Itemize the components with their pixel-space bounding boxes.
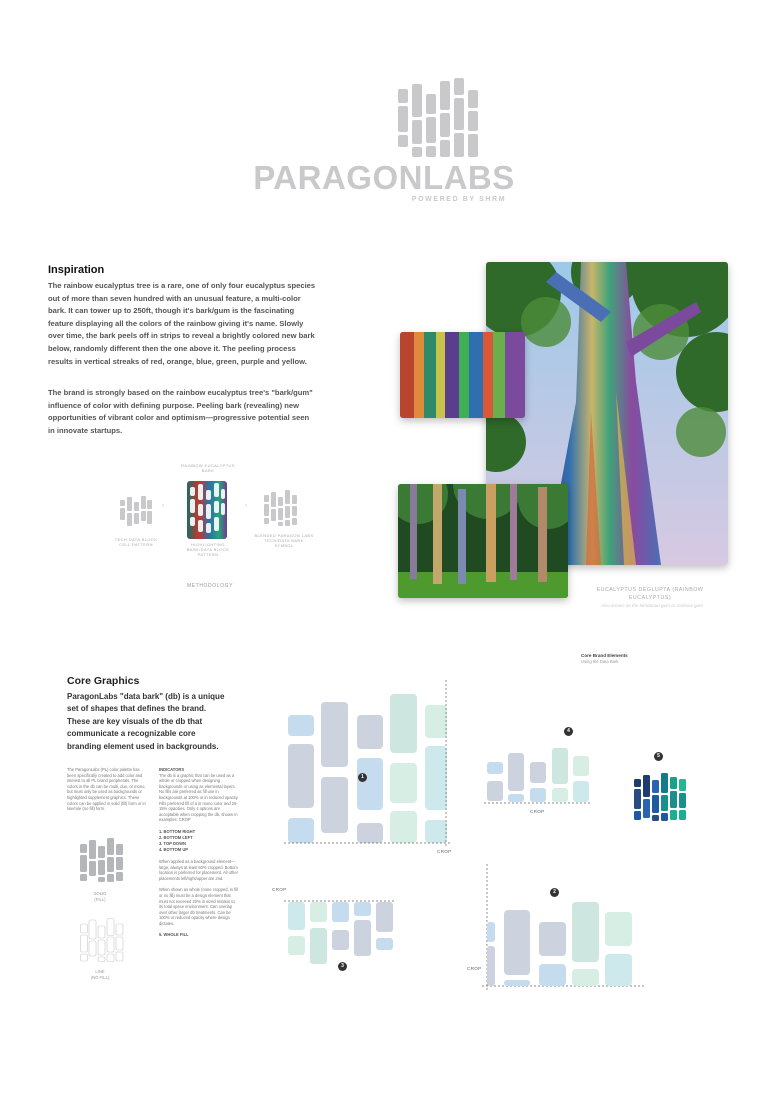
placement-text: When applied as a background element—large, always at least 50% cropped. Bottom location is preferred for placement. All other placements left/right/upper are 2nd. <box>159 858 238 881</box>
bark-closeup-photo <box>400 332 525 418</box>
methodology-blend-label: BLENDED PARAGON LABS TECH/DATA BARK SYMBOL <box>254 533 314 548</box>
methodology-title: METHODOLOGY <box>186 583 234 589</box>
list-item: 2. BOTTOM LEFT <box>159 834 193 840</box>
step-badge: 5 <box>654 752 663 761</box>
crop-label: CROP <box>467 966 482 971</box>
crop-example-4 <box>484 744 592 806</box>
core-graphics-intro: ParagonLabs "data bark" (db) is a unique set of shapes that defines the brand. These are key visuals of the db that communicate a recognizable core branding element used in backgrounds. <box>67 692 225 751</box>
crop-example-2 <box>482 864 644 990</box>
inspiration-paragraph-1: The rainbow eucalyptus tree is a rare, one of only four eucalyptus species out of more than seven hundred with an unusual feature, a multi-color bark. It can tower up to 250ft, though it's bark/gum is the fascinating feature displaying all the colors of the rainbow giving it's name. Slowly over time, the bark peels off in strips to reveal a brightly colored new bark below, randomly different then the one above it. The peeling process results in vertical streaks of red, orange, blue, green, purple and yellow. <box>48 281 316 366</box>
whole-use-text: When shown as whole (none cropped, in fill or no fill) must be a design element that must not exceeed 20% in sized relation to its total space environment. Can overlap over other larger db treatments. Can be 100% or reduced opacity where design dictates. <box>159 887 238 926</box>
data-block-cell-icon <box>120 496 152 528</box>
list-item: 3. TOP DOWN <box>159 840 186 846</box>
methodology-bark-label: RAINBOW EUCALYPTUS BARK <box>181 463 235 473</box>
logo-tagline: POWERED BY SHRM <box>411 196 507 203</box>
crop-label: CROP <box>272 887 287 892</box>
step-badge: 4 <box>564 727 573 736</box>
rainbow-eucalyptus-forest-photo <box>398 484 568 598</box>
bark-pattern-thumbnail <box>187 481 227 539</box>
inspiration-title: Inspiration <box>48 264 105 276</box>
line-no-fill-label: LINE (NO FILL) <box>90 969 110 980</box>
arrow-right-icon: › <box>245 503 247 509</box>
inspiration-paragraph-2: The brand is strongly based on the rainbow eucalyptus tree's "bark/gum" influence of color with defining purpose. Peeling bark (revealing) new opportunities of vibrant color and optimism—progressive potential seen in innovate startups. <box>48 388 313 435</box>
indicators-text: The db is a graphic that can be used as a whole or cropped when designing backgrounds or using as elemental layers. No fills are preferred as fill use in backgrounds at 100% or in reduced opacity. Fills preferred fill of a in mono color and 25-15% opacities. Only 4 options are acceptable when cropping the db, shown in examples: CROP <box>159 772 239 823</box>
whole-fill-label: 5. WHOLE FILL <box>159 932 189 938</box>
core-brand-elements-title: Core Brand Elements <box>581 653 628 658</box>
list-item: 1. BOTTOM RIGHT <box>159 828 196 834</box>
logo-mark <box>398 78 480 160</box>
indicators-block <box>159 767 239 938</box>
crop-label: CROP <box>530 809 545 814</box>
palette-description: The ParagonLabs (PL) color palette has been specifically created to add color and interest to all PL brand peripherals. The colors in the db can be multi, duo, or mono, but must only be used as backgrounds or highlighted supplement graphics. These colors can be applied in solid (fill) form or in line/rule (no fill) form. <box>67 767 146 812</box>
blended-symbol-icon <box>264 490 300 526</box>
solid-fill-label: SOLID (FILL) <box>93 891 107 902</box>
whole-fill-db-icon <box>634 773 686 823</box>
list-item: 4. BOTTOM UP <box>159 846 189 852</box>
indicators-title: INDICATORS <box>159 767 185 772</box>
step-badge: 3 <box>338 962 347 971</box>
line-no-fill-db-icon <box>80 918 124 962</box>
methodology-highlight-label: HIGHLIGHTING BARK/DATA BLOCK PATTERN <box>186 542 230 557</box>
crop-example-3 <box>284 898 396 966</box>
core-brand-elements-subtitle: Using the Data Bark <box>581 659 619 664</box>
methodology-cell-label: TECH DATA BLOCK CELL PATTERN <box>114 537 158 547</box>
step-badge: 1 <box>358 773 367 782</box>
step-badge: 2 <box>550 888 559 897</box>
crop-label: CROP <box>437 849 452 854</box>
arrow-right-icon: › <box>162 503 164 509</box>
photo-caption: EUCALYPTUS DEGLUPTA (RAINBOW EUCALYPTUS) <box>596 587 704 601</box>
logo-wordmark: PARAGONLABS <box>253 159 515 196</box>
solid-fill-db-icon <box>80 838 124 882</box>
indicators-list <box>159 829 239 853</box>
core-graphics-title: Core Graphics <box>67 675 140 687</box>
crop-example-1 <box>284 680 450 848</box>
photo-subcaption: Also known as the Mindanao gum or rainbow gum <box>601 603 703 608</box>
